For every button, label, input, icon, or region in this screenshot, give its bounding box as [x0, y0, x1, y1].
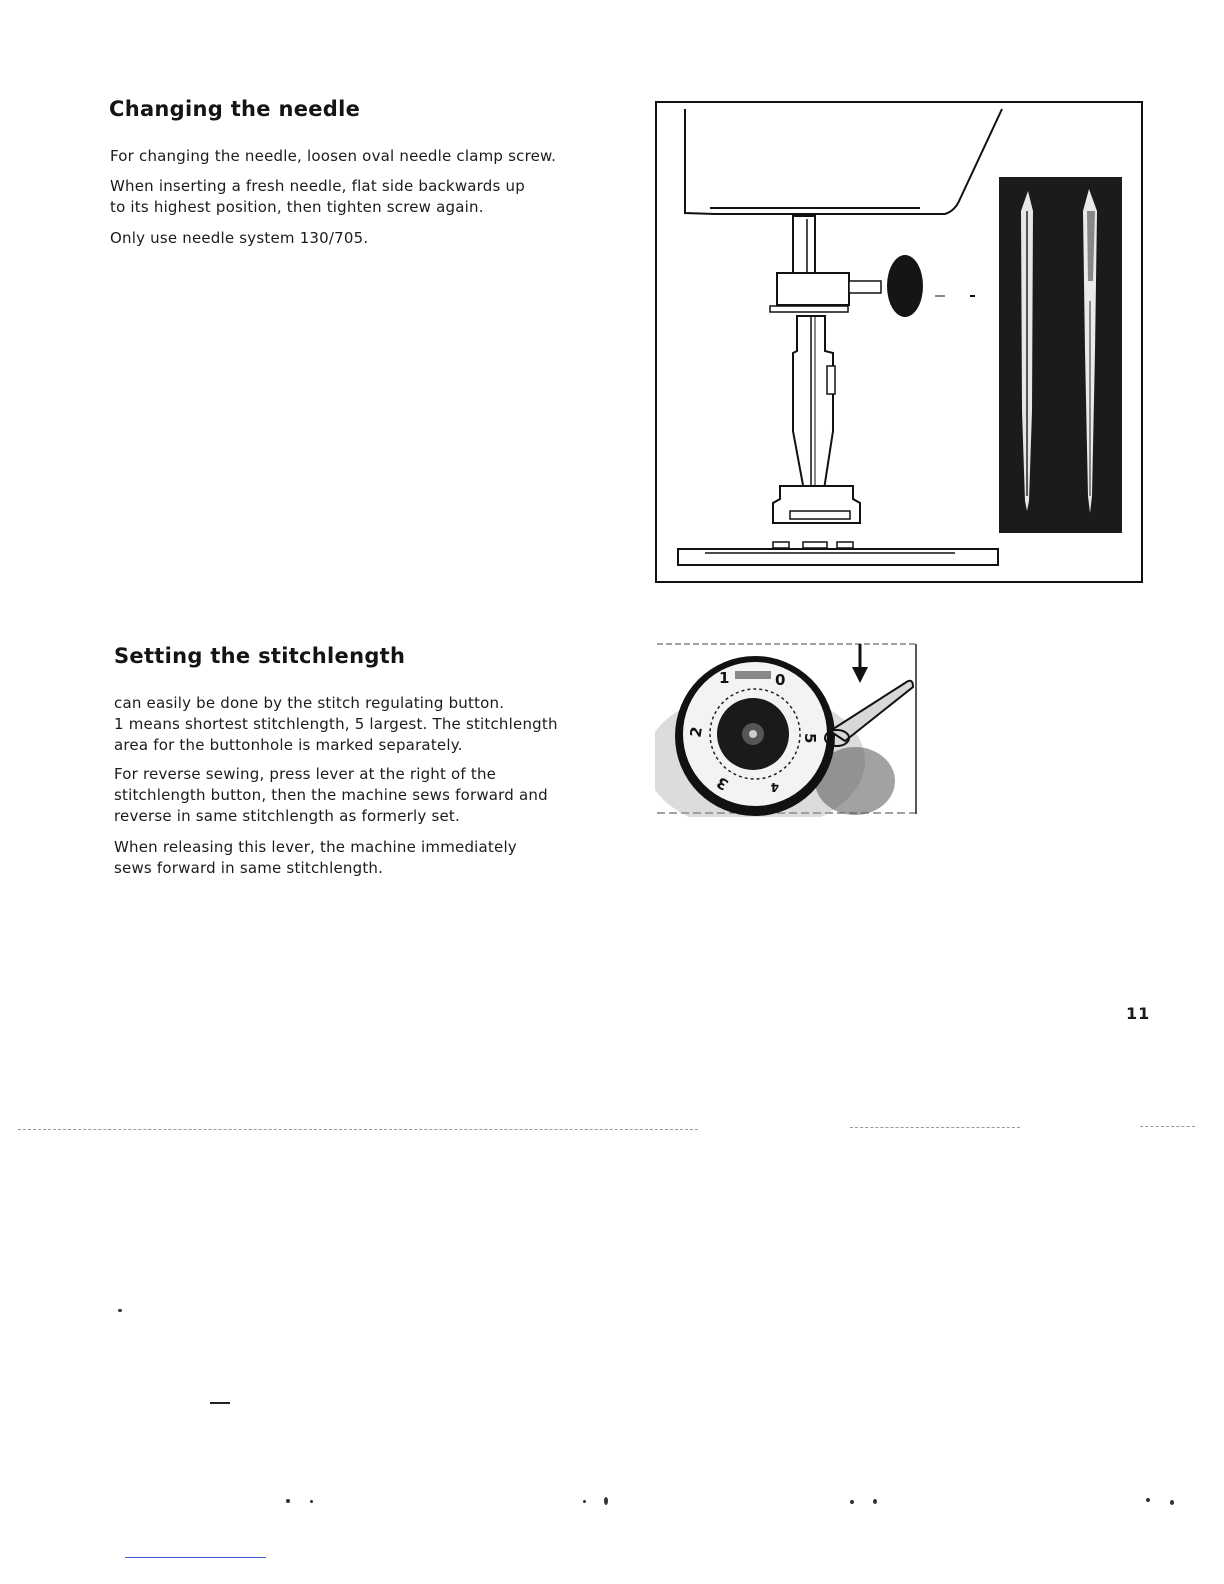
dial-mark: 1 — [719, 669, 730, 687]
scan-artifact-line — [1140, 1126, 1195, 1127]
dial-mark: 2 — [686, 725, 706, 739]
section-title-stitchlength: Setting the stitchlength — [114, 644, 406, 668]
paragraph: Only use needle system 130/705. — [110, 229, 369, 247]
scan-speck — [310, 1500, 313, 1503]
paragraph: When releasing this lever, the machine immediately sews forward in same stitchlength. — [114, 838, 517, 877]
scan-artifact-line — [18, 1129, 698, 1130]
scan-artifact-line — [210, 1402, 230, 1404]
section-title-changing-needle: Changing the needle — [109, 97, 361, 121]
stitch-dial-illustration — [655, 641, 919, 817]
paragraph: For reverse sewing, press lever at the right of the stitchlength button, then the machine sews forward and reverse in same stitchlength as formerly set. — [114, 765, 548, 825]
scan-speck — [583, 1500, 586, 1503]
scan-speck — [604, 1497, 608, 1505]
page-number: 11 — [1126, 1004, 1151, 1023]
dial-mark: 3 — [713, 773, 732, 794]
paragraph: When inserting a fresh needle, flat side backwards up to its highest position, then tighten screw again. — [110, 177, 525, 216]
scan-speck — [873, 1499, 877, 1504]
needle-clamp-illustration — [655, 101, 1143, 584]
scan-speck — [286, 1499, 290, 1503]
scan-speck — [1170, 1500, 1174, 1505]
dial-mark: 5 — [801, 733, 819, 744]
scan-speck — [850, 1500, 854, 1504]
link-underline — [125, 1557, 266, 1558]
paragraph: For changing the needle, loosen oval needle clamp screw. — [110, 147, 557, 165]
scan-artifact-line — [850, 1127, 1020, 1128]
scan-speck — [1146, 1498, 1150, 1502]
dial-mark: 4 — [770, 780, 779, 794]
paragraph: can easily be done by the stitch regulating button. 1 means shortest stitchlength, 5 largest. The stitchlength area for the buttonhole is marked separately. — [114, 694, 558, 754]
dial-mark: 0 — [775, 671, 786, 689]
scan-speck — [118, 1309, 122, 1312]
